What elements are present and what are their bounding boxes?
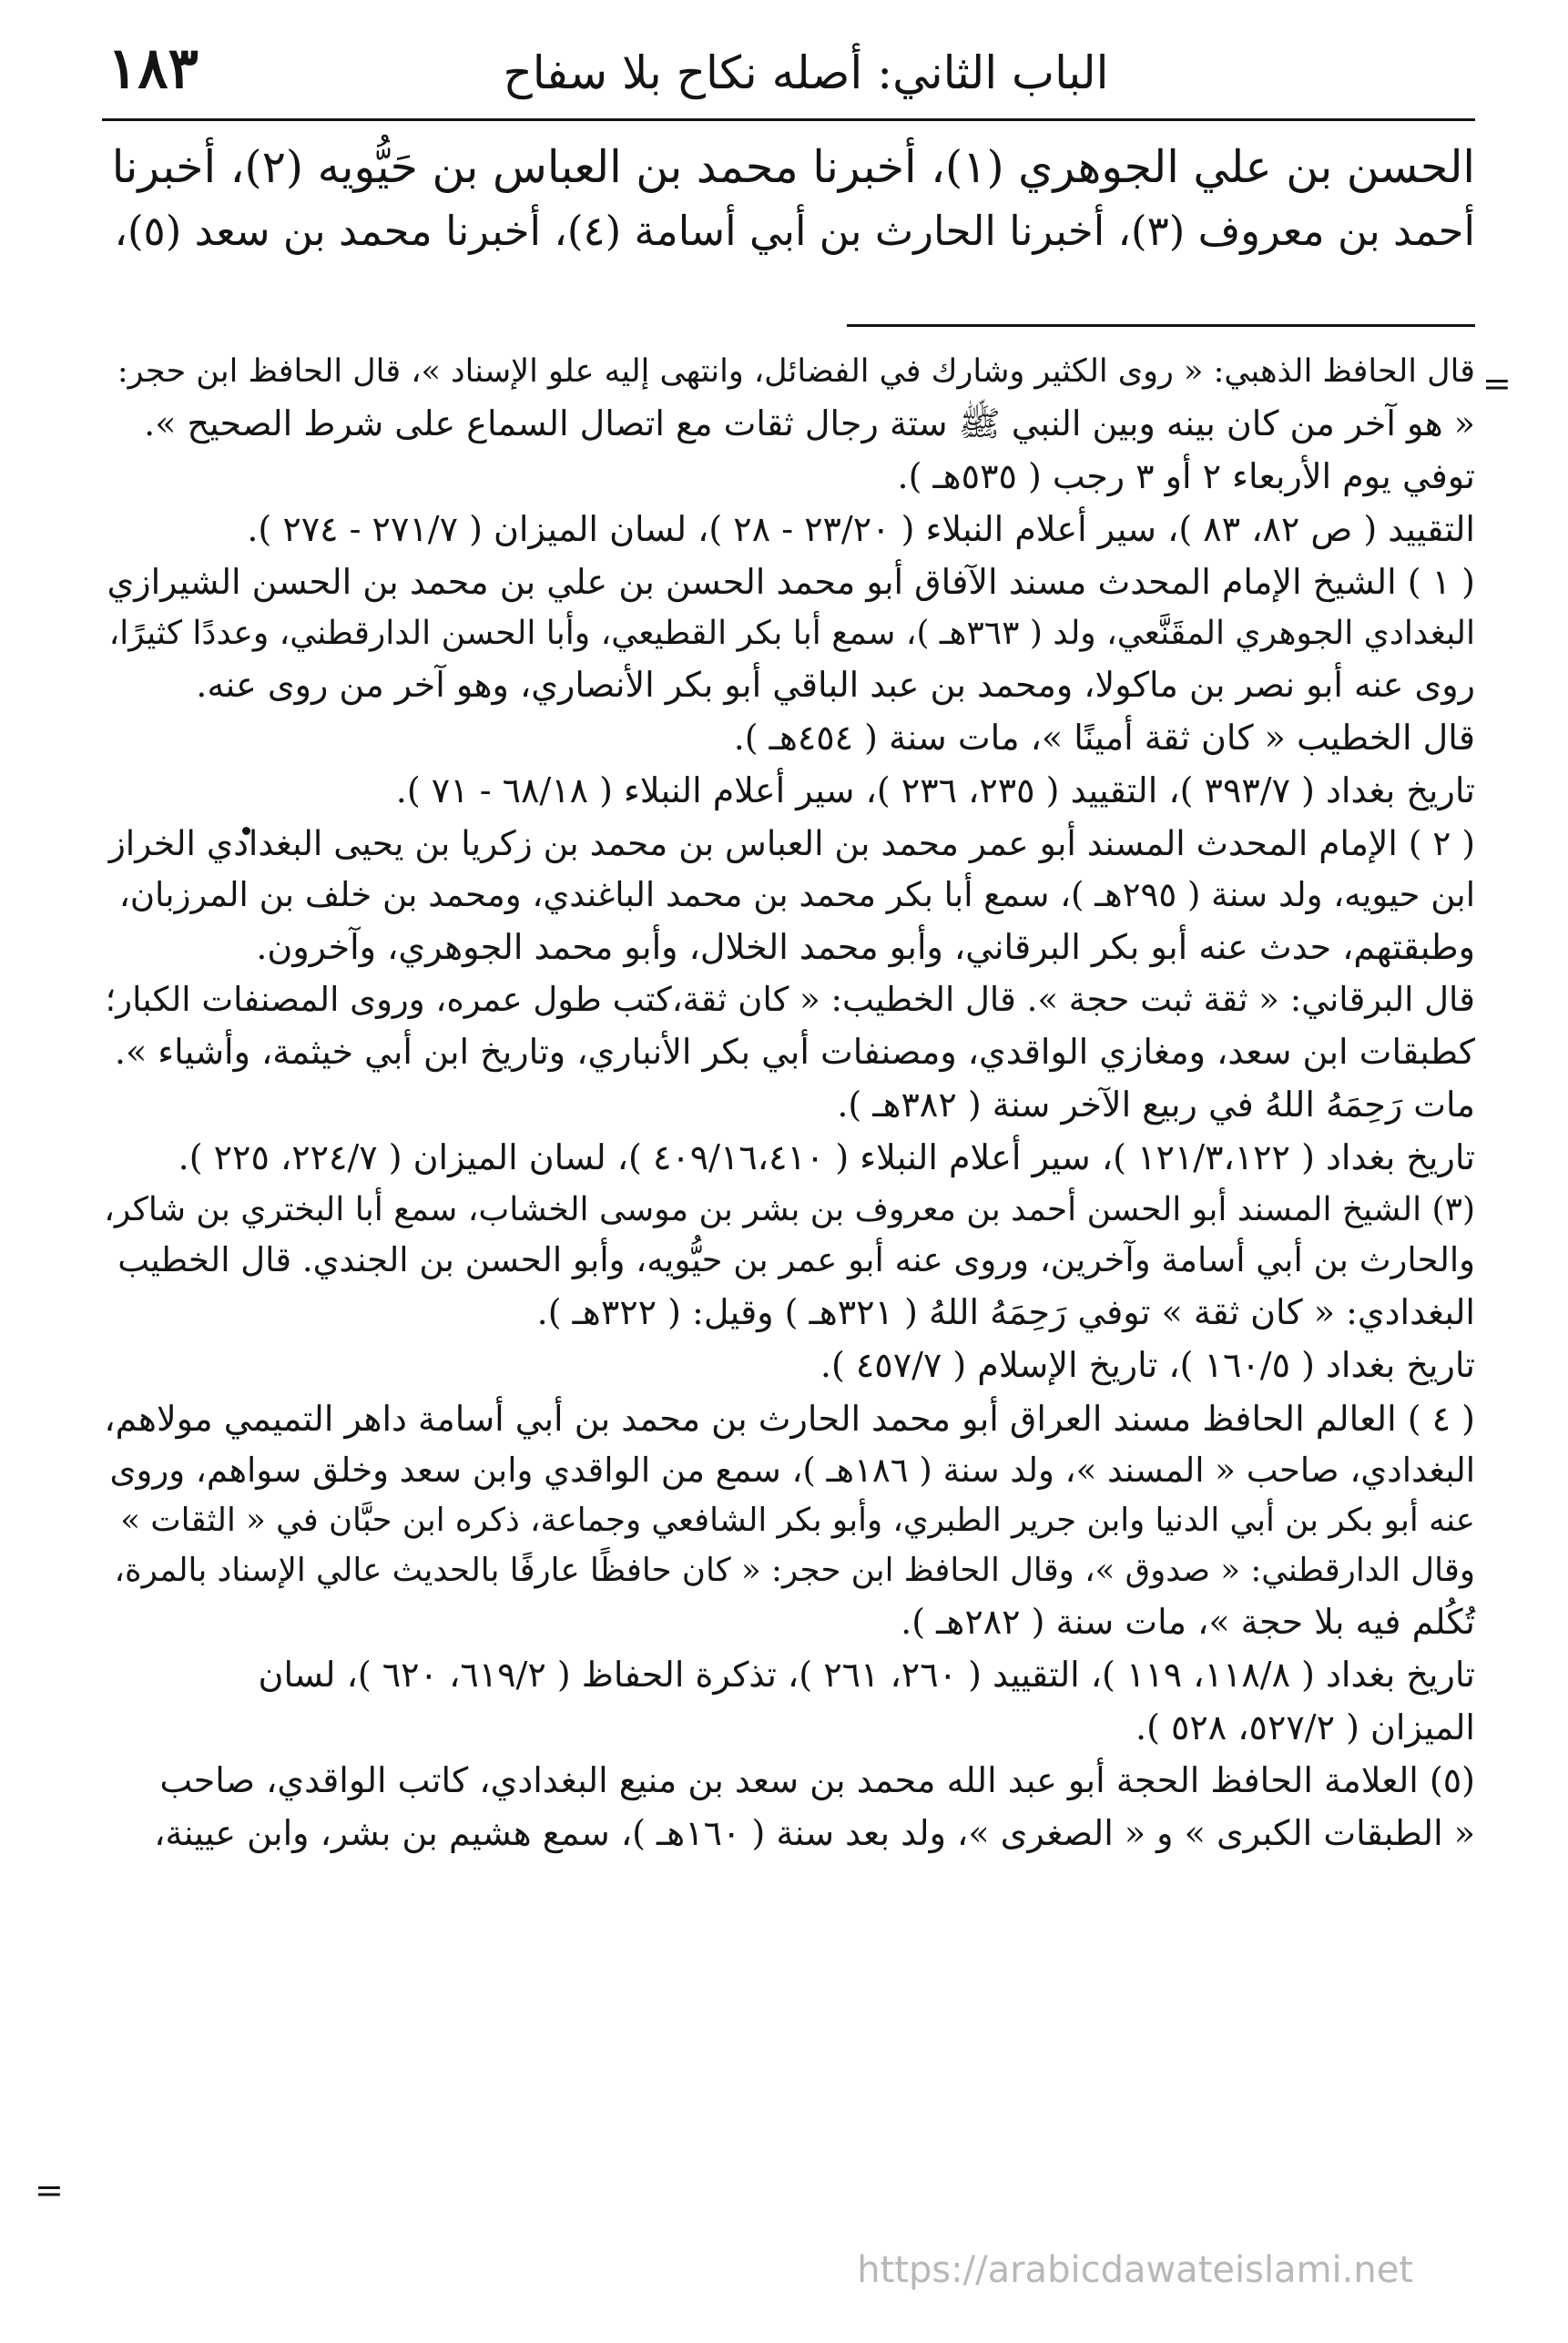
footnote-separator (847, 324, 1475, 327)
footnote-line: (٣) الشيخ المسند أبو الحسن أحمد بن معروف بن بشر بن موسى الخشاب، سمع أبا البختري بن شاكر، (104, 1190, 1475, 1228)
watermark-url: https://arabicdawateislami.net (857, 2249, 1413, 2291)
footnote-line: والحارث بن أبي أسامة وآخرين، وروى عنه أبو عمر بن حيُّويه، وأبو الحسن بن الجندي. قال الخطيب (117, 1239, 1475, 1279)
footnote-line: وطبقتهم، حدث عنه أبو بكر البرقاني، وأبو محمد الخلال، وأبو محمد الجوهري، وآخرون. (256, 927, 1475, 968)
main-text-line: أحمد بن معروف (٣)، أخبرنا الحارث بن أبي أسامة (٤)، أخبرنا محمد بن سعد (٥)، (114, 206, 1475, 255)
footnote-line: تُكُلم فيه بلا حجة »، مات سنة ( ٢٨٢هـ ). (901, 1601, 1475, 1642)
footnotes (102, 348, 1475, 1860)
footnote-line: البغدادي، صاحب « المسند »، ولد سنة ( ١٨٦هـ )، سمع من الواقدي وابن سعد وخلق سواهم، وروى (109, 1450, 1475, 1490)
footnote-line: ( ١ ) الشيخ الإمام المحدث مسند الآفاق أبو محمد الحسن بن علي بن محمد بن الحسن الشيرازي (107, 561, 1475, 602)
footnote-line: الميزان ( ٥٢٧/٢، ٥٢٨ ). (1135, 1707, 1475, 1748)
footnote-line: عنه أبو بكر بن أبي الدنيا وابن جرير الطبري، وأبو بكر الشافعي وجماعة، ذكره ابن حبَّان في « الثقات » (120, 1502, 1475, 1540)
footnote-line: تاريخ بغداد ( ٣٩٣/٧ )، التقييد ( ٢٣٥، ٢٣٦ )، سير أعلام النبلاء ( ٦٨/١٨ - ٧١ ). (395, 770, 1475, 811)
footnote-line: « هو آخر من كان بينه وبين النبي ﷺ ستة رجال ثقات مع اتصال السماع على شرط الصحيح ». (144, 402, 1475, 443)
footnote-line: قال الحافظ الذهبي: « روى الكثير وشارك في الفضائل، وانتهى إليه علو الإسناد »، قال الحافظ ابن حجر: (117, 353, 1475, 390)
footnote-line: البغدادي: « كان ثقة » توفي رَحِمَهُ اللهُ ( ٣٢١هـ ) وقيل: ( ٣٢٢هـ ). (536, 1292, 1475, 1333)
footnote-line: وقال الدارقطني: « صدوق »، وقال الحافظ ابن حجر: « كان حافظًا عارفًا بالحديث عالي الإسناد بالمرة، (114, 1551, 1475, 1589)
footnote-line: (٥) العلامة الحافظ الحجة أبو عبد الله محمد بن سعد بن منيع البغدادي، كاتب الواقدي، صاحب (159, 1760, 1475, 1801)
running-title: الباب الثاني: أصله نكاح بلا سفاح (503, 46, 1109, 99)
continuation-mark: = (1482, 363, 1512, 403)
footnote-line: التقييد ( ص ٨٢، ٨٣ )، سير أعلام النبلاء ( ٢٣/٢٠ - ٢٨ )، لسان الميزان ( ٢٧١/٧ - ٢٧٤ ). (247, 508, 1475, 549)
footnote-line: مات رَحِمَهُ اللهُ في ربيع الآخر سنة ( ٣٨٢هـ ). (837, 1085, 1475, 1126)
footnote-line: ( ٤ ) العالم الحافظ مسند العراق أبو محمد الحارث بن محمد بن أبي أسامة داهر التميمي مولاهم، (104, 1398, 1475, 1439)
footnote-line: تاريخ بغداد ( ١٢١/٣،١٢٢ )، سير أعلام النبلاء ( ٤٠٩/١٦،٤١٠ )، لسان الميزان ( ٢٢٤/٧، ٢٢٥ ). (178, 1137, 1475, 1178)
main-text (102, 135, 1475, 261)
end-continuation-mark: = (35, 2170, 64, 2210)
main-text-line: الحسن بن علي الجوهري (١)، أخبرنا محمد بن العباس بن حَيُّويه (٢)، أخبرنا (111, 141, 1475, 193)
footnote-line: البغدادي الجوهري المقَنَّعي، ولد ( ٣٦٣هـ )، سمع أبا بكر القطيعي، وأبا الحسن الدارقطني، وعددًا كثيرًا، (108, 615, 1475, 653)
footnote-line: ( ٢ ) الإمام المحدث المسند أبو عمر محمد بن العباس بن محمد بن زكريا بن يحيى البغدادي الخراز (108, 822, 1475, 863)
footnote-line: تاريخ بغداد ( ١١٨/٨، ١١٩ )، التقييد ( ٢٦٠، ٢٦١ )، تذكرة الحفاظ ( ٦١٩/٢، ٦٢٠ )، لسان (258, 1655, 1475, 1696)
footnote-line: تاريخ بغداد ( ١٦٠/٥ )، تاريخ الإسلام ( ٤٥٧/٧ ). (820, 1345, 1475, 1386)
footnote-line: « الطبقات الكبرى » و « الصغرى »، ولد بعد سنة ( ١٦٠هـ )، سمع هشيم بن بشر، وابن عيينة، (154, 1813, 1475, 1854)
footnote-line: قال البرقاني: « ثقة ثبت حجة ». قال الخطيب: « كان ثقة،كتب طول عمره، وروى المصنفات الكبار؛ (105, 979, 1475, 1019)
footnote-line: روى عنه أبو نصر بن ماكولا، ومحمد بن عبد الباقي أبو بكر الأنصاري، وهو آخر من روى عنه. (196, 665, 1475, 706)
footnote-line: كطبقات ابن سعد، ومغازي الواقدي، ومصنفات أبي بكر الأنباري، وتاريخ ابن أبي خيثمة، وأشياء ». (114, 1032, 1475, 1073)
footnote-line: توفي يوم الأربعاء ٢ أو ٣ رجب ( ٥٣٥هـ ). (897, 455, 1475, 496)
footnote-line: ابن حيويه، ولد سنة ( ٢٩٥هـ )، سمع أبا بكر محمد بن محمد الباغندي، ومحمد بن خلف بن المرزبان، (118, 874, 1475, 914)
page-number: ١٨٣ (107, 35, 199, 101)
header-rule (102, 118, 1475, 121)
footnote-line: قال الخطيب « كان ثقة أمينًا »، مات سنة ( ٤٥٤هـ ). (733, 718, 1475, 759)
